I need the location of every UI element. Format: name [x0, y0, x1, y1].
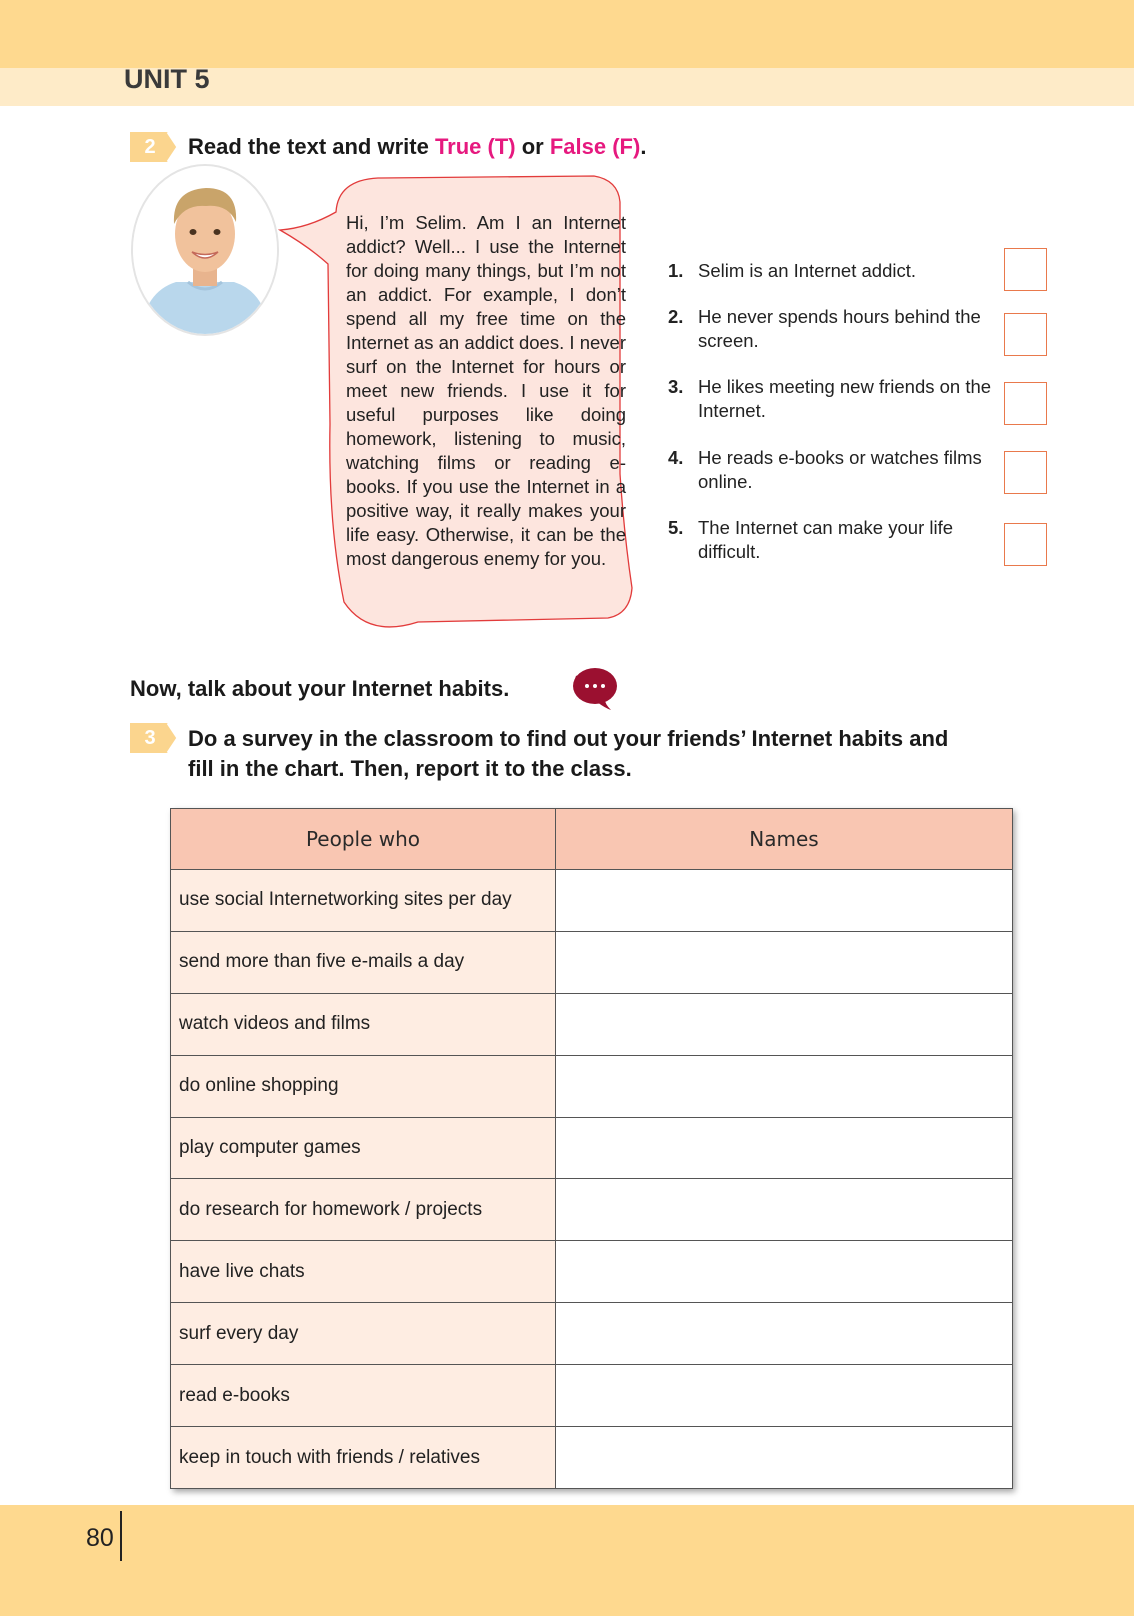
row-label: do research for homework / projects [171, 1179, 556, 1241]
title-or: or [515, 134, 550, 159]
row-label: send more than five e-mails a day [171, 931, 556, 993]
row-label: surf every day [171, 1303, 556, 1365]
exercise-2-title [188, 132, 646, 162]
table-row [171, 1241, 1013, 1303]
names-cell[interactable] [556, 870, 1013, 932]
statement-number: 5. [668, 517, 684, 538]
statement-number: 1. [668, 260, 684, 281]
names-cell[interactable] [556, 1427, 1013, 1489]
table-row [171, 1365, 1013, 1427]
statement-text: He reads e-books or watches films online. [698, 447, 982, 492]
title-false: False (F) [549, 134, 641, 159]
speech-chat-icon [569, 664, 619, 712]
names-cell[interactable] [556, 1179, 1013, 1241]
table-row [171, 870, 1013, 932]
names-cell[interactable] [556, 1241, 1013, 1303]
table-row [171, 1117, 1013, 1179]
row-label: read e-books [171, 1365, 556, 1427]
names-cell[interactable] [556, 993, 1013, 1055]
row-label: have live chats [171, 1241, 556, 1303]
table-row [171, 1055, 1013, 1117]
footer-band [0, 1505, 1134, 1616]
statement-text: He never spends hours behind the screen. [698, 306, 981, 351]
page-number-divider [120, 1511, 122, 1561]
table-row [171, 1303, 1013, 1365]
statement-number: 4. [668, 447, 684, 468]
page-number: 80 [86, 1524, 114, 1552]
speech-bubble-text: Hi, I’m Selim. Am I an Internet addict? Well... I use the Internet for doing many things, but I’m not an addict. For example, I don’t spend all my free time on the Internet as an addict does. I never surf on the Internet for hours or meet new friends. I use it for useful purposes like doing homework, listening to music, watching films or reading e-books. If you use the Internet in a positive way, it really makes your life easy. Otherwise, it can be the most dangerous enemy for you. [346, 212, 626, 569]
table-row [171, 931, 1013, 993]
exercise-number: 3 [144, 727, 156, 749]
exercise-badge [130, 132, 178, 162]
talk-prompt: Now, talk about your Internet habits. [130, 676, 510, 701]
exercise-number: 2 [144, 136, 156, 158]
statement-number: 2. [668, 306, 684, 327]
row-label: use social Internetworking sites per day [171, 870, 556, 932]
title-end: . [640, 134, 647, 159]
statement-text: Selim is an Internet addict. [698, 260, 916, 281]
names-cell[interactable] [556, 931, 1013, 993]
unit-title: UNIT 5 [124, 64, 210, 94]
names-cell[interactable] [556, 1055, 1013, 1117]
table-row [171, 1179, 1013, 1241]
selim-avatar [130, 164, 280, 336]
answer-box-2[interactable] [1004, 313, 1047, 356]
row-label: keep in touch with friends / relatives [171, 1427, 556, 1489]
survey-chart [170, 808, 1012, 1489]
statement-text: The Internet can make your life difficult. [698, 517, 954, 562]
answer-box-1[interactable] [1004, 248, 1047, 291]
table-header-row [171, 809, 1013, 870]
row-label: do online shopping [171, 1055, 556, 1117]
title-text: Read the text and write [188, 134, 435, 159]
exercise-3-title-line2: fill in the chart. Then, report it to the class. [188, 756, 632, 781]
answer-box-5[interactable] [1004, 523, 1047, 566]
names-cell[interactable] [556, 1117, 1013, 1179]
names-cell[interactable] [556, 1365, 1013, 1427]
exercise-badge [130, 723, 178, 753]
exercise-3-title-line1: Do a survey in the classroom to find out your friends’ Internet habits and [188, 726, 949, 751]
title-true: True (T) [434, 134, 516, 159]
survey-table [170, 808, 1013, 1489]
top-color-band [0, 0, 1134, 68]
row-label: watch videos and films [171, 993, 556, 1055]
names-cell[interactable] [556, 1303, 1013, 1365]
row-label: play computer games [171, 1117, 556, 1179]
table-row [171, 993, 1013, 1055]
header-names: Names [556, 809, 1013, 870]
header-people-who: People who [171, 809, 556, 870]
answer-box-4[interactable] [1004, 451, 1047, 494]
statement-number: 3. [668, 376, 684, 397]
answer-box-3[interactable] [1004, 382, 1047, 425]
statement-text: He likes meeting new friends on the Internet. [698, 376, 992, 421]
table-row [171, 1427, 1013, 1489]
